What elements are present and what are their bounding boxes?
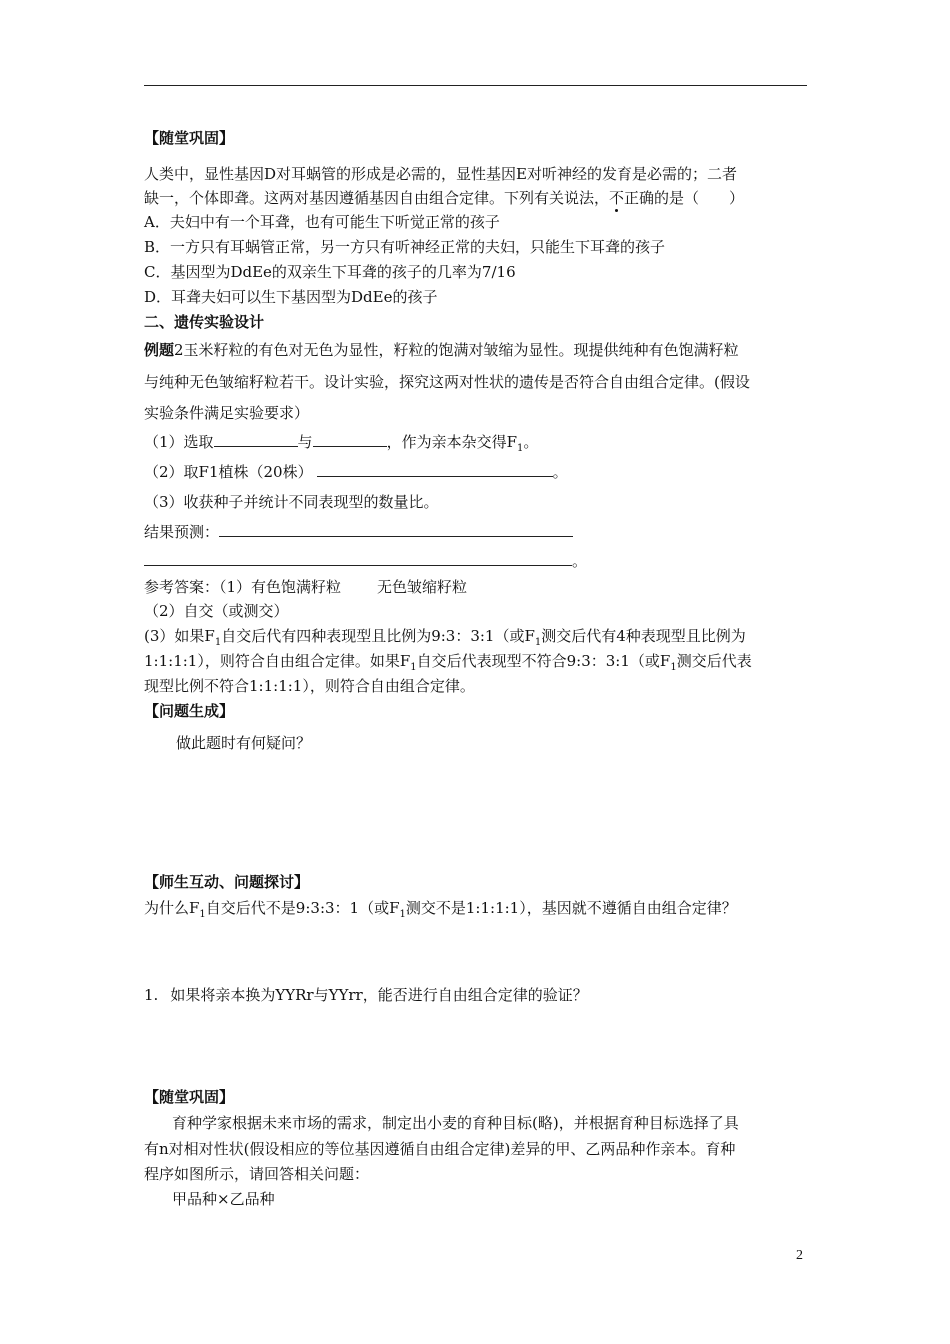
blank-method — [317, 462, 553, 477]
section-heading-consolidation-1: 【随堂巩固】 — [144, 129, 235, 147]
step-3: （3）收获种子并统计不同表现型的数量比。 — [144, 493, 439, 511]
section-heading-consolidation-2: 【随堂巩固】 — [144, 1088, 235, 1106]
section-heading-experiment-design: 二、遗传实验设计 — [144, 313, 265, 331]
emphasis-dot-char: 不 — [609, 189, 625, 207]
blank-prediction-2 — [144, 551, 572, 566]
step-1: （1）选取 与 ，作为亲本杂交得$F_1$。 — [144, 433, 539, 454]
option-c: C．基因型为DdEe的双亲生下耳聋的孩子的几率为7/16 — [144, 263, 516, 281]
step-2: （2）取F1植株（20株） 。 — [144, 463, 568, 481]
breeding-line-2: 有n对相对性状(假设相应的等位基因遵循自由组合定律)差异的甲、乙两品种作亲本。育种 — [144, 1140, 736, 1158]
reference-answer-1: 参考答案：（1）有色饱满籽粒 无色皱缩籽粒 — [144, 578, 468, 596]
reference-answer-3-line-2: 1:1:1:1），则符合自由组合定律。如果$F_1$自交后代表现型不符合9:3：3:1（或$F_1$测交后代表 — [144, 652, 752, 673]
breeding-line-1: 育种学家根据未来市场的需求，制定出小麦的育种目标(略)，并根据育种目标选择了具 — [172, 1114, 739, 1132]
example-line-1: 例题2玉米籽粒的有色对无色为显性，籽粒的饱满对皱缩为显性。现提供纯种有色饱满籽粒 — [144, 341, 739, 359]
breeding-cross: 甲品种×乙品种 — [172, 1190, 275, 1208]
option-d: D．耳聋夫妇可以生下基因型为DdEe的孩子 — [144, 288, 438, 306]
question-prompt: 做此题时有何疑问？ — [176, 734, 312, 752]
question-line-1: 人类中，显性基因D对耳蜗管的形成是必需的，显性基因E对听神经的发育是必需的；二者 — [144, 165, 737, 183]
result-prediction-line-2: 。 — [144, 551, 587, 571]
discussion-question: 为什么$F_1$自交后代不是9:3:3：1（或$F_1$测交不是1:1:1:1），基因就不遵循自由组合定律？ — [144, 899, 737, 920]
example-line-2: 与纯种无色皱缩籽粒若干。设计实验，探究这两对性状的遗传是否符合自由组合定律。(假设 — [144, 373, 750, 391]
question-line-2: 缺一，个体即聋。这两对基因遵循基因自由组合定律。下列有关说法，不正确的是（ ） — [144, 189, 745, 207]
option-a: A．夫妇中有一个耳聋，也有可能生下听觉正常的孩子 — [144, 213, 500, 231]
blank-parent-2 — [313, 432, 387, 447]
example-line-3: 实验条件满足实验要求） — [144, 404, 310, 422]
discussion-item-1: 1. 如果将亲本换为YYRr与YYrr，能否进行自由组合定律的验证？ — [144, 986, 588, 1004]
breeding-line-3: 程序如图所示，请回答相关问题： — [144, 1165, 370, 1183]
blank-prediction-1 — [219, 522, 573, 537]
result-prediction: 结果预测： — [144, 522, 573, 542]
reference-answer-3-line-1: (3）如果$F_1$自交后代有四种表现型且比例为9:3：3:1（或$F_1$测交后代有4种表现型且比例为 — [144, 627, 746, 648]
option-b: B．一方只有耳蜗管正常，另一方只有听神经正常的夫妇，只能生下耳聋的孩子 — [144, 238, 666, 256]
section-heading-question-generation: 【问题生成】 — [144, 702, 235, 720]
page-number: 2 — [796, 1248, 803, 1263]
section-heading-discussion: 【师生互动、问题探讨】 — [144, 873, 310, 891]
reference-answer-2: （2）自交（或测交） — [144, 602, 289, 620]
reference-answer-3-line-3: 现型比例不符合1:1:1:1），则符合自由组合定律。 — [144, 677, 475, 695]
header-rule — [144, 85, 807, 86]
blank-parent-1 — [214, 432, 298, 447]
